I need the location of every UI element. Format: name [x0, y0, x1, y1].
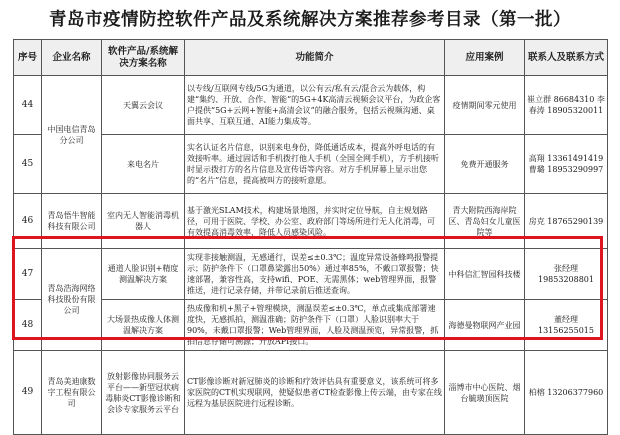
row-product: 放射影像协同服务云平台——新型冠状病毒肺炎CT影像诊断和会诊专家服务云平台 [102, 351, 185, 435]
header-company: 企业名称 [42, 40, 102, 76]
row-intro: CT影像诊断对新冠肺炎的诊断和疗效评估具有重要意义，该系统可将多家医院的CT机实现联网，使疑似患者CT检查影像上传云端，由专家在线远程为基层医院进行远程诊断。 [185, 351, 445, 435]
row-intro: 实名认证名片信息，识别来电身份，降低通话成本，提高外呼电话的有效接听率。通过固话和手机拨打他人手机（全国全网手机），方手机接听时显示拨打方的名片信息及宣传语等内容。对方手机屏幕上显示出您的“名片”信息，提高被叫方的接听意愿。 [185, 135, 445, 194]
row-contact: 柏榕 13206377960 [525, 351, 608, 435]
row-seq: 45 [14, 135, 42, 194]
row-contact: 高翔 13361491419 曹璐 18953290997 [525, 135, 608, 194]
table-row [14, 249, 608, 300]
row-case: 免费开通服务 [445, 135, 525, 194]
row-case: 青大附院西海岸院区、青岛妇女儿童医院等 [445, 194, 525, 249]
row-intro: 实现非接触测温，无感通行，误差≤±0.3℃；温度异常设备蜂鸣报警提示；防护条件下（口罩鼻梁露出50%）通过率85%，不戴口罩报警；快速部署，兼容性高，支持wifi、POE、无需黑体；web管理界面，报警推送，进行记录存储，并带记录前后推送查询。 [185, 249, 445, 300]
row-company: 青岛浩海网络科技股份有限公司 [42, 249, 102, 351]
row-contact: 张经理 19853208801 [525, 249, 608, 300]
row-intro: 基于激光SLAM技术，构建场景地图，并实时定位导航，自主规划路径，可用于医院、学校、办公室、政府部门等场所进行无人化消毒，可有效提高消毒效率，降低人员感染风险。 [185, 194, 445, 249]
row-company: 青岛悟牛智能科技有限公司 [42, 194, 102, 249]
row-case: 疫情期间零元使用 [445, 76, 525, 135]
table-row [14, 300, 608, 351]
header-intro: 功能简介 [185, 40, 445, 76]
recommendation-table [13, 39, 608, 435]
row-product: 通道人脸识别+精度测温解决方案 [102, 249, 185, 300]
row-seq: 47 [14, 249, 42, 300]
row-case: 中科信汇智园科技楼 [445, 249, 525, 300]
table-row [14, 76, 608, 135]
table-row [14, 351, 608, 435]
row-seq: 49 [14, 351, 42, 435]
row-seq: 44 [14, 76, 42, 135]
row-contact: 房克 18765290139 [525, 194, 608, 249]
row-case: 淄博市中心医院、烟台毓璜顶医院 [445, 351, 525, 435]
header-case: 应用案例 [445, 40, 525, 76]
row-intro: 热成像和机+黑子+管理模块，测温误差≤±0.3℃，单点或集成部署速度快，无感抓拍，测温准确；防护条件下（口罩）人脸识别率大于90%，未戴口罩报警；Web管理界面，人脸及测温预览，异常报警，抓拍信息存储可溯源；开放API接口。 [185, 300, 445, 351]
page-title: 青岛市疫情防控软件产品及系统解决方案推荐参考目录（第一批） [49, 10, 571, 30]
row-product: 室内无人智能消毒机器人 [102, 194, 185, 249]
header-product: 软件产品/系统解决方案名称 [102, 40, 185, 76]
row-contact: 董经理 13156255015 [525, 300, 608, 351]
row-product: 天翼云会议 [102, 76, 185, 135]
table-row [14, 194, 608, 249]
row-company: 中国电信青岛分公司 [42, 76, 102, 194]
row-case: 海德曼物联网产业园 [445, 300, 525, 351]
row-company: 青岛美迪康数字工程有限公司 [42, 351, 102, 435]
row-product: 来电名片 [102, 135, 185, 194]
header-seq: 序号 [14, 40, 42, 76]
row-contact: 崔立群 86684310 李春涛 18905320011 [525, 76, 608, 135]
row-seq: 48 [14, 300, 42, 351]
table-row [14, 135, 608, 194]
header-contact: 联系人及联系方式 [525, 40, 608, 76]
row-intro: 以专线/互联网专线/5G为通道，以公有云/私有云/混合云为载体，构建“集约、开放、合作、智能”的5G+4K高清云视频会议平台，为政企客户提供“5G+云网+智能+高清会议”的融合服务，包括云视频沟通、桌面共享、互联互通、AI能力集成等。 [185, 76, 445, 135]
row-product: 大场景热成像人体测温解决方案 [102, 300, 185, 351]
row-seq: 46 [14, 194, 42, 249]
header-row [14, 40, 608, 76]
